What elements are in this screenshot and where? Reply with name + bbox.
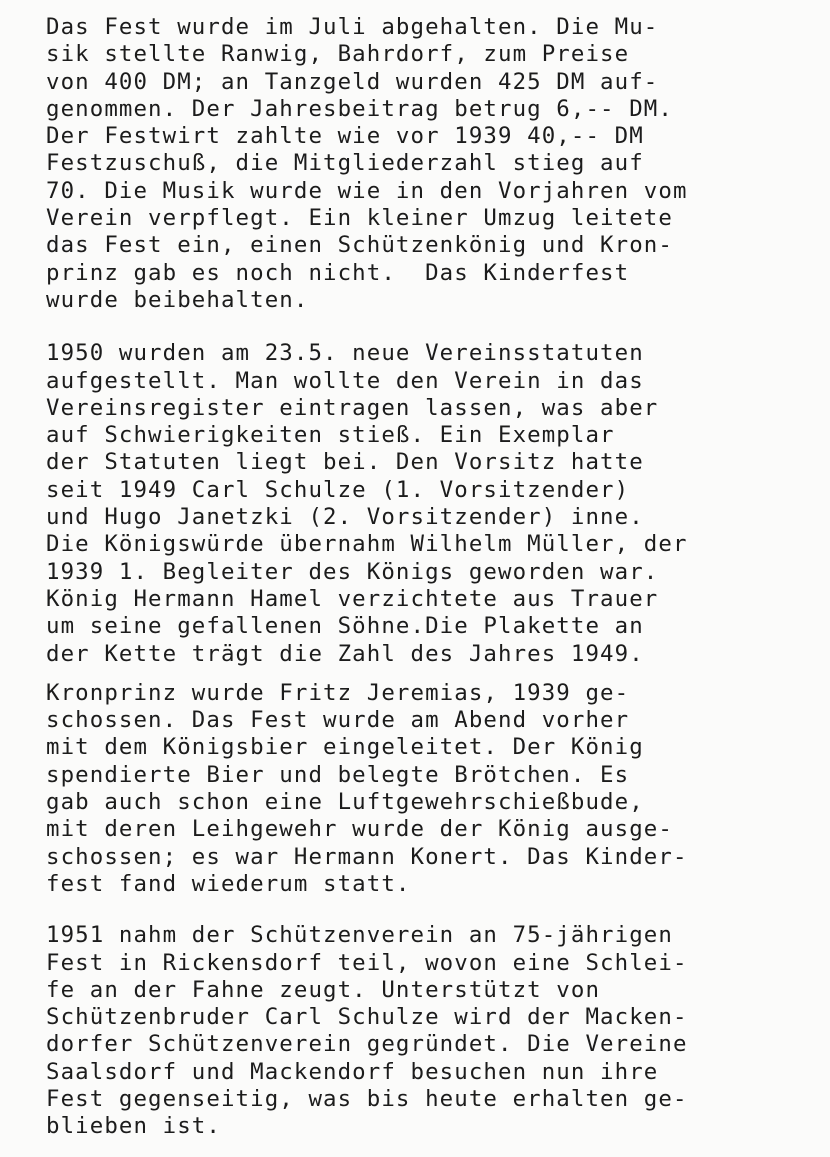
text-line: der Statuten liegt bei. Den Vorsitz hatte — [46, 449, 644, 476]
text-line: 1939 1. Begleiter des Königs geworden war. — [46, 558, 659, 585]
typewritten-text — [46, 14, 826, 1141]
text-line: der Kette trägt die Zahl des Jahres 1949. — [46, 640, 644, 667]
text-line: Kronprinz wurde Fritz Jeremias, 1939 ge- — [46, 679, 630, 706]
text-line: prinz gab es noch nicht. Das Kinderfest — [46, 259, 630, 286]
text-line: mit deren Leihgewehr wurde der König ausge- — [46, 816, 673, 843]
paragraph-2 — [46, 340, 826, 668]
text-line: schossen; es war Hermann Konert. Das Kinder- — [46, 843, 688, 870]
text-line: Die Königswürde übernahm Wilhelm Müller, der — [46, 531, 688, 558]
text-line: sik stellte Ranwig, Bahrdorf, zum Preise — [46, 41, 630, 68]
text-line: König Hermann Hamel verzichtete aus Trauer — [46, 585, 659, 612]
text-line: gab auch schon eine Luftgewehrschießbude, — [46, 789, 644, 816]
text-line: Fest in Rickensdorf teil, wovon eine Schlei- — [46, 949, 688, 976]
text-line: von 400 DM; an Tanzgeld wurden 425 DM auf- — [46, 68, 659, 95]
text-line: dorfer Schützenverein gegründet. Die Vereine — [46, 1031, 688, 1058]
text-line: aufgestellt. Man wollte den Verein in das — [46, 367, 644, 394]
text-line: mit dem Königsbier eingeleitet. Der König — [46, 734, 644, 761]
text-line: fest fand wiederum statt. — [46, 870, 411, 897]
text-line: Der Festwirt zahlte wie vor 1939 40,-- DM — [46, 123, 644, 150]
paragraph-1 — [46, 14, 826, 314]
text-line: Verein verpflegt. Ein kleiner Umzug leitete — [46, 205, 673, 232]
text-line: schossen. Das Fest wurde am Abend vorher — [46, 707, 630, 734]
text-line: Festzuschuß, die Mitgliederzahl stieg auf — [46, 150, 644, 177]
paragraph-gap — [46, 668, 826, 680]
text-line: Saalsdorf und Mackendorf besuchen nun ihre — [46, 1058, 659, 1085]
text-line: Vereinsregister eintragen lassen, was aber — [46, 394, 659, 421]
paragraph-3 — [46, 680, 826, 898]
text-line: wurde beibehalten. — [46, 286, 309, 313]
paragraph-gap — [46, 898, 826, 922]
text-line: das Fest ein, einen Schützenkönig und Kron- — [46, 232, 673, 259]
text-line: genommen. Der Jahresbeitrag betrug 6,-- DM. — [46, 95, 673, 122]
text-line: blieben ist. — [46, 1113, 221, 1140]
text-line: 1951 nahm der Schützenverein an 75-jährigen — [46, 922, 673, 949]
paragraph-4 — [46, 922, 826, 1140]
text-line: 1950 wurden am 23.5. neue Vereinsstatuten — [46, 340, 644, 367]
text-line: 70. Die Musik wurde wie in den Vorjahren vom — [46, 177, 688, 204]
text-line: um seine gefallenen Söhne.Die Plakette an — [46, 613, 644, 640]
text-line: seit 1949 Carl Schulze (1. Vorsitzender) — [46, 476, 630, 503]
text-line: Fest gegenseitig, was bis heute erhalten ge- — [46, 1085, 688, 1112]
text-line: auf Schwierigkeiten stieß. Ein Exemplar — [46, 422, 615, 449]
text-line: fe an der Fahne zeugt. Unterstützt von — [46, 976, 601, 1003]
text-line: Schützenbruder Carl Schulze wird der Macken- — [46, 1004, 688, 1031]
paragraph-gap — [46, 314, 826, 340]
text-line: und Hugo Janetzki (2. Vorsitzender) inne. — [46, 504, 644, 531]
text-line: Das Fest wurde im Juli abgehalten. Die Mu- — [46, 14, 659, 40]
text-line: spendierte Bier und belegte Brötchen. Es — [46, 761, 630, 788]
